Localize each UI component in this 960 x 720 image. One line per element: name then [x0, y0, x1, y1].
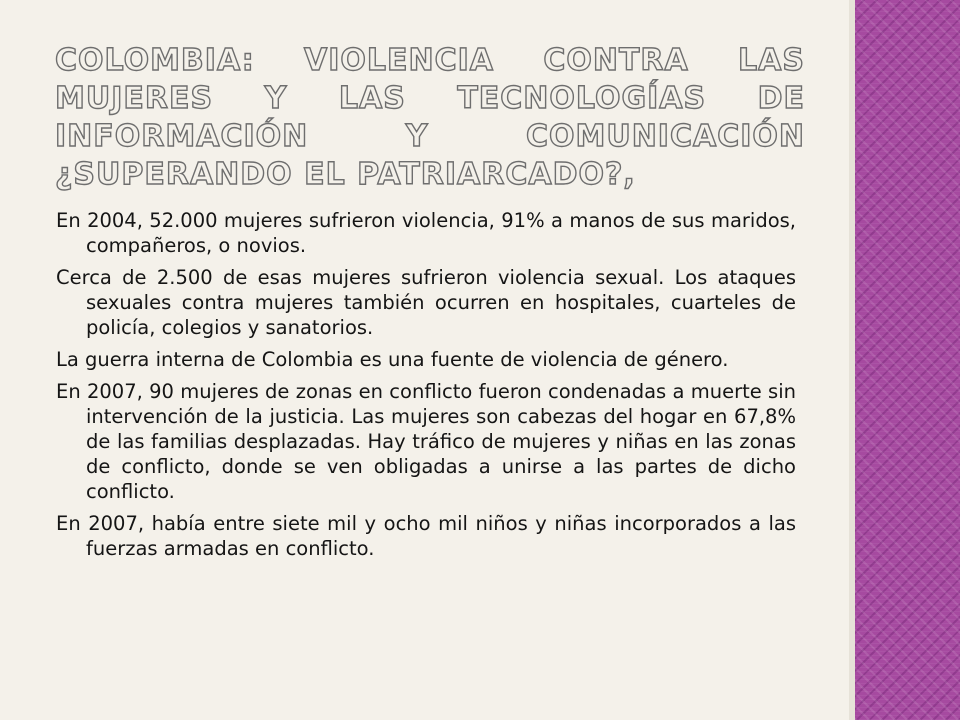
- slide-title: COLOMBIA: VIOLENCIA CONTRA LAS MUJERES Y LAS TECNOLOGÍAS DE INFORMACIÓN Y COMUNICACIÓN ¿SUPERANDO EL PATRIARCADO?,: [55, 43, 805, 192]
- decorative-side-band: [855, 0, 960, 720]
- paragraph-2: Cerca de 2.500 de esas mujeres sufrieron violencia sexual. Los ataques sexuales contra mujeres también ocurren en hospitales, cuarteles de policía, colegios y sanatorios.: [56, 266, 796, 339]
- paragraph-5: En 2007, había entre siete mil y ocho mil niños y niñas incorporados a las fuerzas armadas en conflicto.: [56, 512, 796, 560]
- paragraph-3: La guerra interna de Colombia es una fuente de violencia de género.: [56, 348, 729, 371]
- paragraph-1: En 2004, 52.000 mujeres sufrieron violencia, 91% a manos de sus maridos, compañeros, o novios.: [56, 209, 796, 257]
- slide-body: [56, 208, 796, 568]
- paragraph-4: En 2007, 90 mujeres de zonas en conflicto fueron condenadas a muerte sin intervención de la justicia. Las mujeres son cabezas del hogar en 67,8% de las familias desplazadas. Hay tráfico de mujeres y niñas en las zonas de conflicto, donde se ven obligadas a unirse a las partes de dicho conflicto.: [56, 380, 796, 503]
